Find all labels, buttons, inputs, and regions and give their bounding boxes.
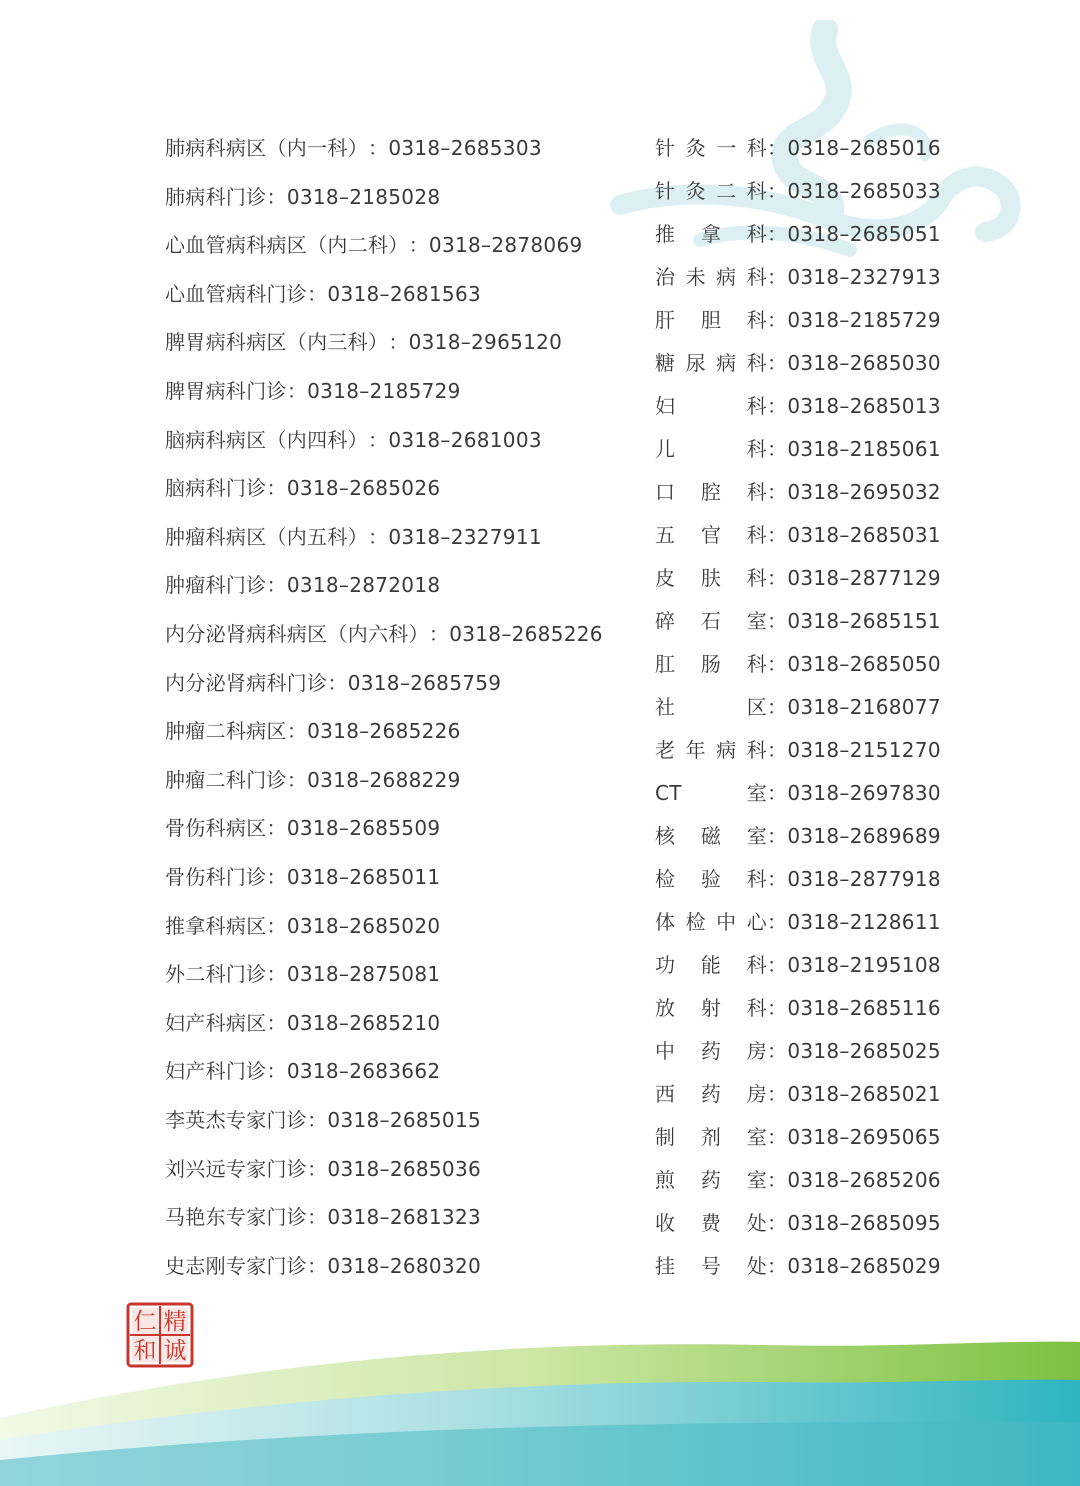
label-separator: ： <box>767 351 788 375</box>
department-name: 史志刚专家门诊 <box>165 1253 308 1278</box>
department-name: 针灸二科 <box>655 179 767 203</box>
directory-entry <box>655 1162 941 1198</box>
phone-number: 0318–2685026 <box>286 476 441 501</box>
directory-entry <box>165 324 562 360</box>
department-name: 煎药室 <box>655 1168 767 1192</box>
phone-number: 0318–2681323 <box>327 1205 481 1230</box>
directory-entry <box>655 1205 941 1241</box>
label-separator: ： <box>307 281 328 306</box>
phone-number: 0318–2168077 <box>787 695 941 719</box>
phone-number: 0318–2685021 <box>787 1082 941 1106</box>
phone-number: 0318–2128611 <box>787 910 941 934</box>
directory-entry <box>655 130 941 166</box>
directory-entry <box>165 567 440 603</box>
department-name: 肿瘤科病区（内五科） <box>165 524 368 549</box>
phone-number: 0318–2685033 <box>787 179 941 203</box>
phone-number: 0318–2872018 <box>286 573 441 598</box>
label-separator: ： <box>767 308 788 332</box>
directory-entry <box>655 646 941 682</box>
department-name: 口腔科 <box>655 480 767 504</box>
department-name: 针灸一科 <box>655 136 767 160</box>
department-name: 肛肠科 <box>655 652 767 676</box>
department-name: 收费处 <box>655 1211 767 1235</box>
phone-number: 0318–2685210 <box>286 1010 441 1035</box>
phone-number: 0318–2965120 <box>408 330 563 355</box>
phone-number: 0318–2685116 <box>787 996 941 1020</box>
directory-entry <box>165 1005 440 1041</box>
directory-entry <box>655 990 941 1026</box>
department-name: 骨伤科病区 <box>165 816 267 841</box>
directory-entry <box>165 179 440 215</box>
department-name: 肿瘤二科门诊 <box>165 767 287 792</box>
label-separator: ： <box>767 179 788 203</box>
phone-number: 0318–2185729 <box>787 308 941 332</box>
department-name: 儿科 <box>655 437 767 461</box>
directory-entry <box>165 616 603 652</box>
bottom-wave-decoration <box>0 1300 1080 1486</box>
phone-number: 0318–2695032 <box>787 480 941 504</box>
label-separator: ： <box>767 738 788 762</box>
label-separator: ： <box>327 670 348 695</box>
department-name: 西药房 <box>655 1082 767 1106</box>
department-name: 妇科 <box>655 394 767 418</box>
department-name: 脑病科病区（内四科） <box>165 427 368 452</box>
phone-number: 0318–2680320 <box>327 1253 481 1278</box>
label-separator: ： <box>767 695 788 719</box>
label-separator: ： <box>286 379 308 403</box>
department-name: 治未病科 <box>655 265 767 289</box>
seal-character: 精 <box>163 1309 187 1335</box>
seal-character: 仁 <box>133 1309 157 1335</box>
phone-number: 0318–2685509 <box>286 816 441 841</box>
directory-entry <box>655 216 941 252</box>
label-separator: ： <box>307 1156 328 1181</box>
label-separator: ： <box>767 437 788 461</box>
label-separator: ： <box>767 652 788 676</box>
directory-entry <box>165 470 440 506</box>
label-separator: ： <box>266 913 287 938</box>
label-separator: ： <box>286 767 308 792</box>
department-name: 推拿科病区 <box>165 913 267 938</box>
department-name: 检验科 <box>655 867 767 891</box>
directory-entry <box>165 810 440 846</box>
label-separator: ： <box>767 910 788 934</box>
department-name: 妇产科病区 <box>165 1010 267 1035</box>
directory-entry <box>165 422 542 458</box>
department-name: 外二科门诊 <box>165 962 267 987</box>
department-name: 糖尿病科 <box>655 351 767 375</box>
phone-number: 0318–2875081 <box>286 962 441 987</box>
directory-entry <box>655 345 941 381</box>
directory-entry <box>655 689 941 725</box>
phone-number: 0318–2685020 <box>286 913 441 938</box>
department-name: 马艳东专家门诊 <box>165 1205 308 1230</box>
directory-entry <box>655 302 941 338</box>
label-separator: ： <box>767 265 788 289</box>
label-separator: ： <box>266 962 287 987</box>
department-name: 脾胃病科门诊 <box>165 379 287 403</box>
directory-entry <box>165 1151 481 1187</box>
directory-entry <box>165 956 440 992</box>
department-name: 脾胃病科病区（内三科） <box>165 330 389 355</box>
label-separator: ： <box>767 953 788 977</box>
directory-entry <box>165 276 481 312</box>
label-separator: ： <box>266 816 287 841</box>
phone-number: 0318–2685011 <box>286 865 441 889</box>
directory-entry <box>165 1053 440 1089</box>
directory-entry <box>655 1119 941 1155</box>
phone-number: 0318–2697830 <box>787 781 941 805</box>
label-separator: ： <box>307 1253 328 1278</box>
department-name: 核磁室 <box>655 824 767 848</box>
department-name: 内分泌肾病科门诊 <box>165 670 328 695</box>
label-separator: ： <box>266 573 287 598</box>
label-separator: ： <box>307 1205 328 1230</box>
label-separator: ： <box>286 719 308 744</box>
phone-number: 0318–2185028 <box>286 184 441 209</box>
phone-number: 0318–2327911 <box>388 524 542 549</box>
department-name: 内分泌肾病科病区（内六科） <box>165 622 429 646</box>
phone-number: 0318–2877918 <box>787 867 941 891</box>
label-separator: ： <box>767 824 788 848</box>
phone-number: 0318–2685151 <box>787 609 941 633</box>
directory-entry <box>165 1248 481 1284</box>
department-name: 社区 <box>655 695 767 719</box>
label-separator: ： <box>767 867 788 891</box>
directory-entry <box>165 519 542 555</box>
department-name: 心血管病科门诊 <box>165 281 308 306</box>
label-separator: ： <box>266 184 287 209</box>
phone-number: 0318–2185061 <box>787 437 941 461</box>
label-separator: ： <box>767 996 788 1020</box>
department-name: 皮肤科 <box>655 566 767 590</box>
department-name: 放射科 <box>655 996 767 1020</box>
phone-number: 0318–2685029 <box>787 1254 941 1278</box>
directory-entry <box>655 1248 941 1284</box>
directory-entry <box>655 603 941 639</box>
directory-entry <box>165 227 583 263</box>
directory-entry <box>655 560 941 596</box>
phone-number: 0318–2685050 <box>787 652 941 676</box>
directory-entry <box>655 1076 941 1112</box>
label-separator: ： <box>368 524 389 549</box>
department-name: 骨伤科门诊 <box>165 865 267 889</box>
label-separator: ： <box>408 233 429 258</box>
label-separator: ： <box>388 330 409 355</box>
phone-number: 0318–2685303 <box>388 136 542 160</box>
phone-number: 0318–2685031 <box>787 523 941 547</box>
department-name: 肿瘤科门诊 <box>165 573 267 598</box>
directory-entry <box>655 173 941 209</box>
directory-entry <box>655 1033 941 1069</box>
label-separator: ： <box>368 427 389 452</box>
directory-entry <box>165 665 501 701</box>
directory-entry <box>655 474 941 510</box>
directory-entry <box>655 517 941 553</box>
phone-number: 0318–2695065 <box>787 1125 941 1149</box>
phone-number: 0318–2681003 <box>388 427 542 452</box>
label-separator: ： <box>266 476 287 501</box>
directory-entry <box>655 818 941 854</box>
label-separator: ： <box>266 1059 287 1084</box>
department-name: 心血管病科病区（内二科） <box>165 233 409 258</box>
label-separator: ： <box>767 1211 788 1235</box>
label-separator: ： <box>428 622 450 646</box>
phone-number: 0318–2685226 <box>449 622 603 646</box>
directory-entry <box>165 908 440 944</box>
phone-number: 0318–2685051 <box>787 222 941 246</box>
directory-entry <box>655 775 941 811</box>
directory-entry <box>655 947 941 983</box>
department-name: CT室 <box>655 781 767 805</box>
label-separator: ： <box>767 566 788 590</box>
label-separator: ： <box>767 609 788 633</box>
label-separator: ： <box>767 394 788 418</box>
phone-number: 0318–2151270 <box>787 738 941 762</box>
phone-number: 0318–2689689 <box>787 824 941 848</box>
label-separator: ： <box>266 1010 287 1035</box>
label-separator: ： <box>266 865 287 889</box>
department-name: 体检中心 <box>655 910 767 934</box>
department-name: 刘兴远专家门诊 <box>165 1156 308 1181</box>
department-name: 肺病科门诊 <box>165 184 267 209</box>
phone-number: 0318–2185729 <box>307 379 461 403</box>
department-name: 中药房 <box>655 1039 767 1063</box>
directory-entry <box>165 373 461 409</box>
department-name: 推拿科 <box>655 222 767 246</box>
phone-number: 0318–2685226 <box>307 719 461 744</box>
directory-entry <box>165 762 461 798</box>
phone-number: 0318–2327913 <box>787 265 941 289</box>
label-separator: ： <box>368 136 389 160</box>
phone-number: 0318–2685015 <box>327 1108 481 1132</box>
directory-entry <box>165 130 542 166</box>
phone-number: 0318–2877129 <box>787 566 941 590</box>
department-name: 妇产科门诊 <box>165 1059 267 1084</box>
directory-entry <box>655 259 941 295</box>
phone-number: 0318–2685030 <box>787 351 941 375</box>
label-separator: ： <box>767 222 788 246</box>
phone-number: 0318–2685036 <box>327 1156 481 1181</box>
directory-entry <box>655 431 941 467</box>
label-separator: ： <box>767 1039 788 1063</box>
department-name: 李英杰专家门诊 <box>165 1108 308 1132</box>
directory-entry <box>655 861 941 897</box>
department-name: 挂号处 <box>655 1254 767 1278</box>
label-separator: ： <box>307 1108 328 1132</box>
phone-number: 0318–2685206 <box>787 1168 941 1192</box>
phone-number: 0318–2685013 <box>787 394 941 418</box>
department-name: 五官科 <box>655 523 767 547</box>
phone-number: 0318–2681563 <box>327 281 481 306</box>
seal-character: 和 <box>133 1338 157 1364</box>
directory-entry <box>165 1199 481 1235</box>
label-separator: ： <box>767 1168 788 1192</box>
department-name: 功能科 <box>655 953 767 977</box>
label-separator: ： <box>767 781 788 805</box>
phone-number: 0318–2685025 <box>787 1039 941 1063</box>
label-separator: ： <box>767 1125 788 1149</box>
department-name: 老年病科 <box>655 738 767 762</box>
department-name: 肝胆科 <box>655 308 767 332</box>
seal-character: 诚 <box>163 1338 187 1364</box>
label-separator: ： <box>767 480 788 504</box>
label-separator: ： <box>767 1254 788 1278</box>
label-separator: ： <box>767 136 788 160</box>
phone-number: 0318–2685016 <box>787 136 941 160</box>
department-name: 脑病科门诊 <box>165 476 267 501</box>
directory-entry <box>655 904 941 940</box>
label-separator: ： <box>767 1082 788 1106</box>
phone-number: 0318–2685759 <box>347 670 502 695</box>
department-name: 碎石室 <box>655 609 767 633</box>
department-name: 制剂室 <box>655 1125 767 1149</box>
phone-number: 0318–2688229 <box>307 767 461 792</box>
directory-entry <box>165 859 440 895</box>
department-name: 肺病科病区（内一科） <box>165 136 368 160</box>
directory-entry <box>655 388 941 424</box>
phone-number: 0318–2683662 <box>286 1059 441 1084</box>
department-name: 肿瘤二科病区 <box>165 719 287 744</box>
directory-entry <box>165 1102 481 1138</box>
directory-entry <box>165 713 461 749</box>
phone-number: 0318–2878069 <box>428 233 583 258</box>
label-separator: ： <box>767 523 788 547</box>
directory-entry <box>655 732 941 768</box>
phone-number: 0318–2195108 <box>787 953 941 977</box>
phone-number: 0318–2685095 <box>787 1211 941 1235</box>
